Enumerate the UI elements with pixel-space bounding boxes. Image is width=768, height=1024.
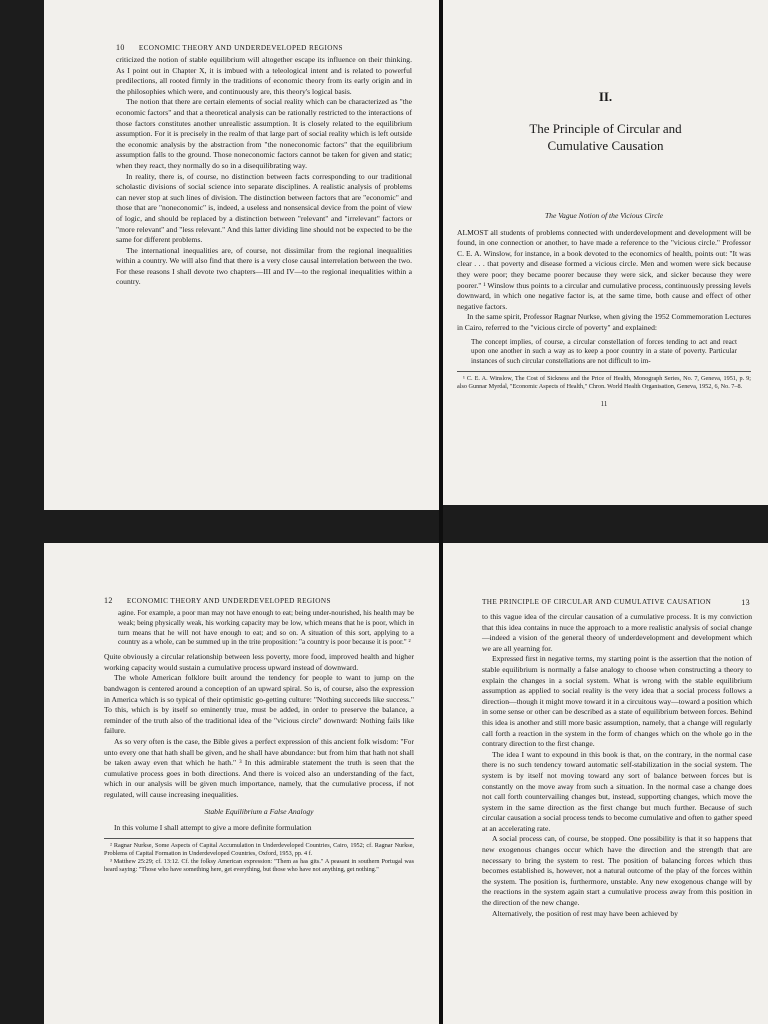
page-body <box>457 205 751 410</box>
page-number: 12 <box>104 596 113 605</box>
paragraph: The notion that there are certain elements of social reality which can be characterized as "the economic factors" and that a theoretical analysis can be rationally restricted to the interactions of those factors constitutes another unrealistic assumption. It is closely related to the equilibrium assumption. For it is precisely in the realm of that large part of social reality which is left outside the economic analysis by the abstraction from "the noneconomic factors" that the equilibrium assumption falls to the ground. Those noneconomic factors cannot be taken for given and static; when they react, they normally do so in a disequilibrating way. <box>116 97 412 170</box>
page-body <box>116 55 412 288</box>
running-head <box>104 596 331 605</box>
section-heading: Stable Equilibrium a False Analogy <box>204 806 314 816</box>
paragraph: Alternatively, the position of rest may have been achieved by <box>492 908 678 918</box>
running-head-text: ECONOMIC THEORY AND UNDERDEVELOPED REGIONS <box>138 44 343 52</box>
page-11 <box>443 0 768 505</box>
chapter-number: II. <box>598 89 613 104</box>
paragraph: Quite obviously a circular relationship between less poverty, more food, improved health and higher working capacity would sustain a cumulative process upward instead of downward. <box>104 652 414 672</box>
page-10 <box>44 0 439 510</box>
page-body <box>482 612 752 919</box>
block-quote: agine. For example, a poor man may not have enough to eat; being under-nourished, his health may be weak; being physically weak, his working capacity may be low, which means that he is poor, which in turn means that he will not have enough to eat; and so on. A situation of this sort, applying to a country as a whole, can be summed up in the trite proposition: "a country is poor because it is poor." ² <box>118 609 414 647</box>
running-head-text: THE PRINCIPLE OF CIRCULAR AND CUMULATIVE CAUSATION <box>482 598 712 606</box>
page-number: 10 <box>116 43 125 52</box>
running-head-text: ECONOMIC THEORY AND UNDERDEVELOPED REGIONS <box>126 597 331 605</box>
paragraph: ALMOST all students of problems connected with underdevelopment and development will be found, in one connection or another, to have made a reference to the "vicious circle." Professor C. E. A. Winslow, for instance, in a book devoted to the economics of health, points out: "It was clear . . . that poverty and disease formed a vicious circle. Men and women were sick because they were poor; they became poorer because they were sick, and sicker because they were poorer." ¹ Winslow thus points to a circular and cumulative process, continuously pressing levels downward, in which one negative factor is, at the same time, both cause and effect of other negative factors. <box>457 227 751 311</box>
book-spine-shadow <box>439 0 443 1024</box>
paragraph: A social process can, of course, be stopped. One possibility is that it so happens that new exogenous changes occur which have the direction and the strength that are necessary to bring the system to rest. The position of balancing forces which thus becomes established is, however, not a natural outcome of the play of the forces within the system. The position is, furthermore, unstable. Any new exogenous change will by the reactions in the system again start a cumulative process away from this position in the direction of the new change. <box>482 834 752 908</box>
paragraph: Expressed first in negative terms, my starting point is the assertion that the notion of stable equilibrium is normally a false analogy to choose when constructing a theory to explain the changes in a social system. What is wrong with the stable equilibrium assumption as applied to social reality is the very idea that a social process follows a direction—though it might move toward it in a circuitous way—toward a position which in some sense or other can be described as a state of equilibrium between forces. Behind this idea is another and still more basic assumption, namely, that a change will regularly call forth a reaction in the system in the form of changes which on the whole go in the contrary direction to the first change. <box>482 654 752 749</box>
paragraph: As so very often is the case, the Bible gives a perfect expression of this ancient folk wisdom: "For unto every one that hath shall be given, and he shall have abundance: but from him that hath not shall be taken away even that which he hath." ³ In this admirable statement the truth is seen that the cumulative process goes in both directions. And there is voiced also an understanding of the fact, which in our analysis will be given much importance, namely, that the cumulative process, if not regulated, will cause increasing inequalities. <box>104 736 414 799</box>
page-13 <box>443 543 768 1024</box>
paragraph: The whole American folklore built around the tendency for people to want to jump on the bandwagon is centered around a conception of an upward spiral. So is, of course, also the expression in America which is so typical of their optimistic go-getting culture: "Nothing succeeds like success." To this, which is by itself so eminently true, must be added, in order to preserve the balance, a reminder of the truth also of the traditional idea of the "vicious circle" downward: Nothing fails like failure. <box>104 673 414 736</box>
page-number: 13 <box>741 598 750 607</box>
block-quote: The concept implies, of course, a circular constellation of forces tending to act and react upon one another in such a way as to keep a poor country in a state of poverty. Particular instances of such circular constellations are not difficult to im- <box>471 337 737 366</box>
folio: 11 <box>600 399 608 408</box>
paragraph: The idea I want to expound in this book is that, on the contrary, in the normal case there is no such tendency toward automatic self-stabilization in the social system. The system is by itself not moving toward any sort of balance between forces but is constantly on the move away from such a situation. In the normal case a change does not call forth countervailing changes but, instead, supporting changes, which move the system in the same direction as the first change but much further. Because of such circular causation a social process tends to become cumulative and often to gather speed at an accelerating rate. <box>482 749 752 833</box>
paragraph: In this volume I shall attempt to give a more definite formulation <box>114 823 312 833</box>
paragraph: The international inequalities are, of course, not dissimilar from the regional inequalities within a country. We will also find that there is a very close causal interrelation between the two. For these reasons I shall devote two chapters—III and IV—to the regional inequalities within a country. <box>116 245 412 287</box>
scan-gap <box>0 510 768 543</box>
running-head <box>116 43 343 52</box>
paragraph: to this vague idea of the circular causation of a cumulative process. It is my conviction that this idea contains in nuce the approach to a more realistic analysis of social change—indeed a vision of the general theory of underdevelopment and development which we are all yearning for. <box>482 612 752 653</box>
paragraph: In reality, there is, of course, no distinction between facts corresponding to our traditional scholastic divisions of social science into separate disciplines. A realistic analysis of problems can never stop at such lines of division. The distinction between factors that are "economic" and those that are "noneconomic" is, indeed, a useless and nonsensical device from the point of view of logic, and should be replaced by a distinction between "relevant" and "irrelevant" factors or "more relevant" and "less relevant." And this latter dividing line should not be expected to be the same for different problems. <box>116 171 412 245</box>
footnotes <box>104 838 414 874</box>
footnotes <box>457 371 751 391</box>
footnote: ¹ C. E. A. Winslow, The Cost of Sickness and the Price of Health, Monograph Series, No. 7, Geneva, 1951, p. 9; also Gunnar Myrdal, "Economic Aspects of Health," Chron. World Health Organisation, Geneva, 1952, 6, No. 7–8. <box>457 374 751 390</box>
section-heading: The Vague Notion of the Vicious Circle <box>544 211 664 220</box>
paragraph: criticized the notion of stable equilibrium will altogether escape its influence on their thinking. As I point out in Chapter X, it is imbued with a teleological intent and is related to powerful predilections, all rooted firmly in the traditions of economic theory from its early origin and in the philosophies which were, and continuously are, this theory's logical basis. <box>116 55 412 96</box>
page-body <box>104 609 414 874</box>
footnote: ² Ragnar Nurkse, Some Aspects of Capital Accumulation in Underdeveloped Countries, Cairo, 1952; cf. Ragnar Nurkse, Problems of Capital Formation in Underdeveloped Countries, Oxford, 1953, pp. 4 f. <box>104 841 414 857</box>
page-12 <box>44 543 439 1024</box>
running-head <box>482 598 750 606</box>
chapter-title: The Principle of Circular and Cumulative Causation <box>529 121 682 153</box>
paragraph: In the same spirit, Professor Ragnar Nurkse, when giving the 1952 Commemoration Lectures in Cairo, referred to the "vicious circle of poverty" and explained: <box>457 312 751 332</box>
footnote: ³ Matthew 25:29; cf. 13:12. Cf. the folksy American expression: "Them as has gits." A peasant in southern Portugal was heard saying: "Those who have something here, get everything, but those who have not anything, get nothing." <box>104 857 414 873</box>
